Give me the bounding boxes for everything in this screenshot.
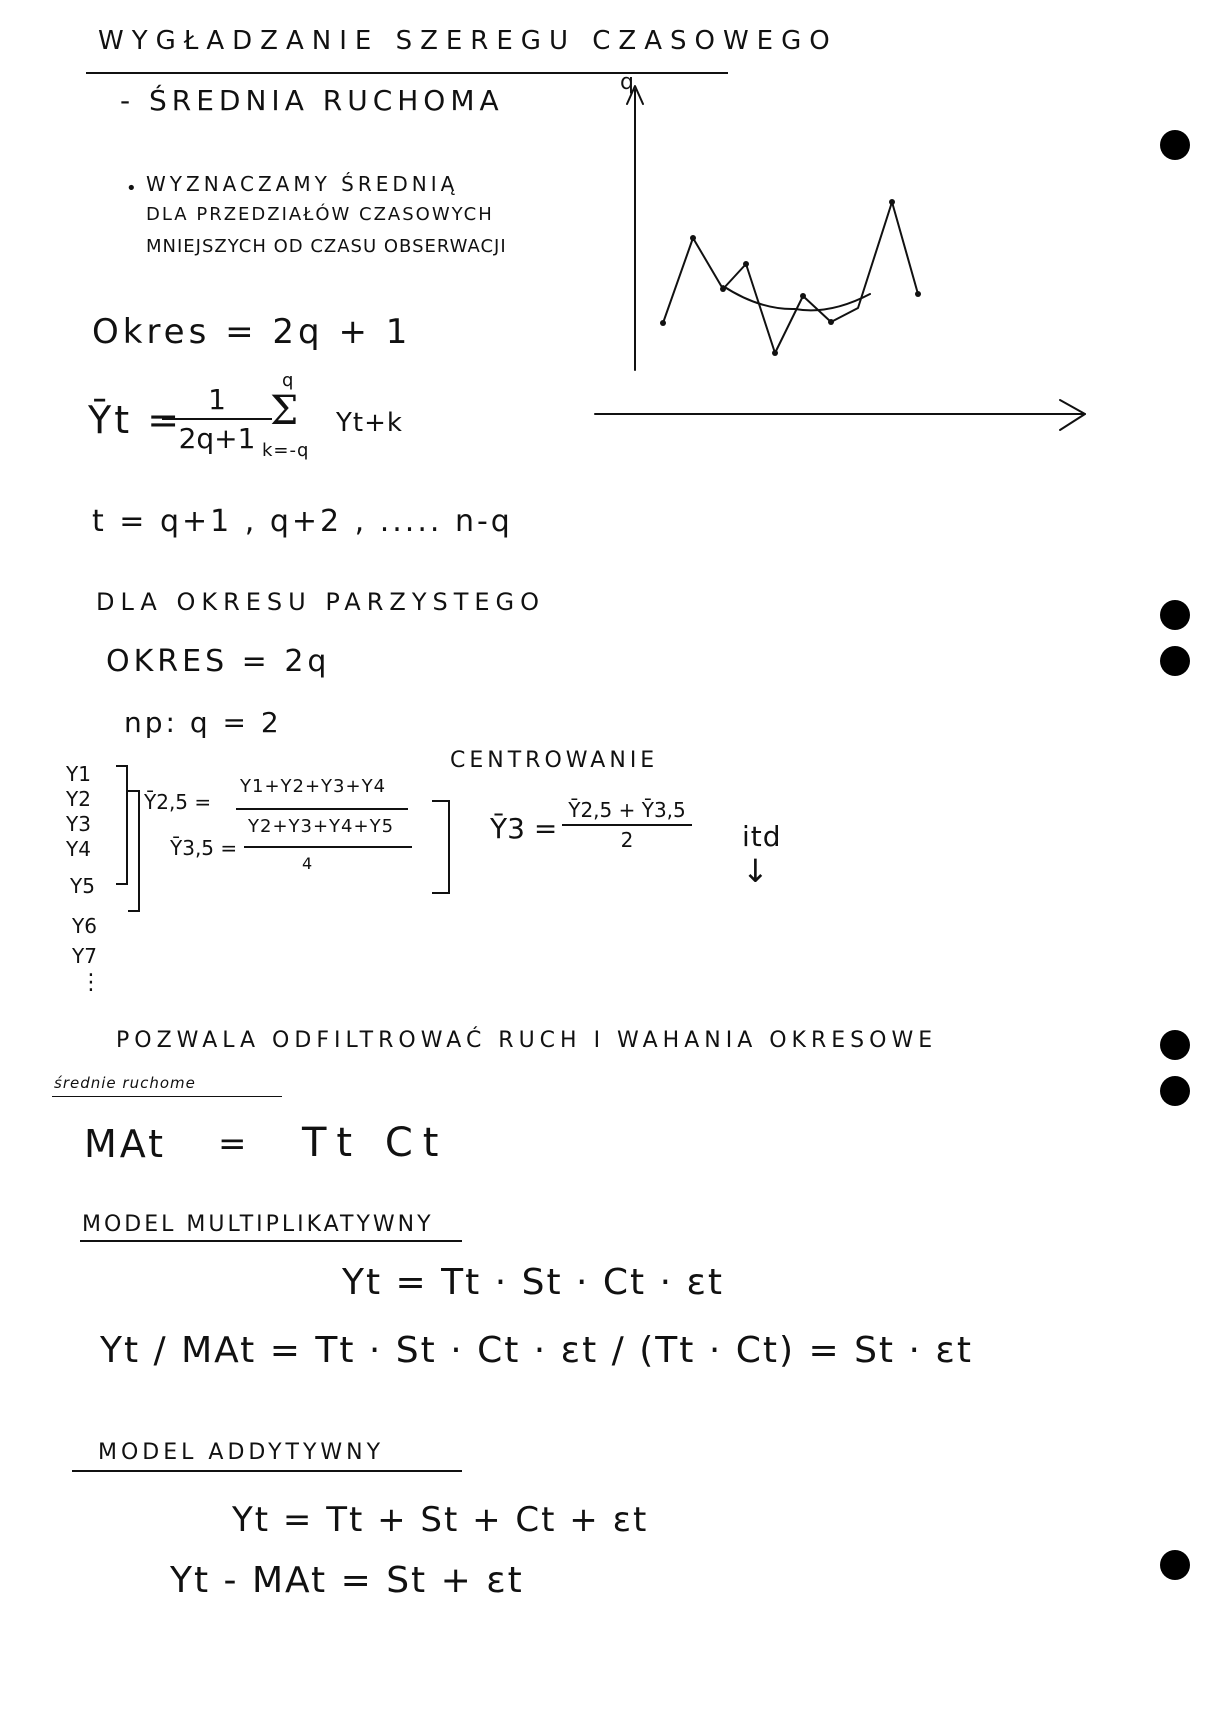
centering-label: CENTROWANIE (450, 748, 659, 773)
additive-eq1: Yt = Tt + St + Ct + εt (232, 1500, 649, 1540)
sum-term: Yt+k (336, 408, 403, 438)
y3-numerator: Ȳ2,5 + Ȳ3,5 (568, 798, 686, 822)
sum-lower-limit: k=-q (262, 440, 310, 461)
bullet-line-1: WYZNACZAMY ŚREDNIĄ (146, 172, 459, 196)
y3-fraction-bar (562, 824, 692, 826)
y3-denominator: 2 (620, 828, 634, 852)
y-list-item: Y4 (66, 837, 91, 861)
group-bracket-1 (116, 765, 128, 885)
multiplicative-heading: MODEL MULTIPLIKATYWNY (82, 1212, 434, 1237)
y-list-item: Y6 (72, 914, 97, 938)
mean-lhs: Ȳt = (88, 398, 183, 442)
sum-sign: Σ (270, 388, 300, 434)
y35-lhs: Ȳ3,5 = (170, 836, 238, 860)
additive-underline (72, 1470, 462, 1472)
even-okres: OKRES = 2q (106, 644, 331, 679)
even-example: np: q = 2 (124, 706, 282, 739)
y-list-ellipsis: ⋮ (80, 970, 105, 995)
multiplicative-eq1: Yt = Tt · St · Ct · εt (342, 1262, 725, 1303)
group-bracket-2 (128, 790, 140, 912)
graph-y-label: q (620, 70, 637, 95)
t-range: t = q+1 , q+2 , ..... n-q (92, 504, 513, 539)
moving-average-sketch (590, 70, 1090, 440)
y-list-item: Y3 (66, 812, 91, 836)
ma-equals: = (218, 1124, 250, 1164)
okres-odd-formula: Okres = 2q + 1 (92, 312, 412, 352)
filter-statement: POZWALA ODFILTROWAĆ RUCH I WAHANIA OKRESOWE (116, 1028, 938, 1053)
bullet-line-2: DLA PRZEDZIAŁÓW CZASOWYCH (146, 204, 494, 225)
y-list-item: Y5 (70, 874, 95, 898)
annotation-underline (52, 1096, 282, 1097)
mean-fraction-bar (162, 418, 272, 420)
y25-fraction-bar (236, 808, 408, 810)
punch-hole (1160, 1030, 1190, 1060)
punch-hole (1160, 1550, 1190, 1580)
y35-denominator: 4 (302, 854, 316, 873)
punch-hole (1160, 646, 1190, 676)
y-list-item: Y7 (72, 944, 97, 968)
original-series-line (663, 202, 918, 353)
itd-arrow: ↓ (742, 852, 772, 890)
bullet-line-3: MNIEJSZYCH OD CZASU OBSERWACJI (146, 236, 507, 257)
punch-hole (1160, 600, 1190, 630)
page-title: WYGŁADZANIE SZEREGU CZASOWEGO (98, 26, 838, 56)
subtitle: - ŚREDNIA RUCHOMA (120, 84, 504, 117)
y-list-item: Y2 (66, 787, 91, 811)
y-list-item: Y1 (66, 762, 91, 786)
mean-denominator: 2q+1 (178, 422, 256, 455)
big-bracket (432, 800, 450, 894)
y3-fraction (562, 798, 692, 852)
y25-numerator: Y1+Y2+Y3+Y4 (240, 776, 387, 797)
y3-lhs: Ȳ3 = (490, 812, 558, 845)
additive-eq2: Yt - MAt = St + εt (170, 1560, 524, 1601)
itd-label: itd (742, 820, 782, 853)
annotation-note: średnie ruchome (54, 1074, 196, 1092)
even-heading: DLA OKRESU PARZYSTEGO (96, 588, 546, 616)
ma-rhs: Tt Ct (302, 1120, 449, 1166)
additive-heading: MODEL ADDYTYWNY (98, 1440, 385, 1465)
y25-lhs: Ȳ2,5 = (144, 790, 212, 814)
bullet-dot: • (126, 178, 140, 199)
punch-hole (1160, 130, 1190, 160)
multiplicative-eq2: Yt / MAt = Tt · St · Ct · εt / (Tt · Ct) = St · εt (100, 1330, 973, 1371)
multiplicative-underline (80, 1240, 462, 1242)
ma-lhs: MAt (84, 1122, 167, 1166)
y35-fraction-bar (244, 846, 412, 848)
y35-numerator: Y2+Y3+Y4+Y5 (248, 816, 395, 837)
mean-fraction (162, 383, 272, 455)
smoothed-series-line (723, 286, 870, 310)
mean-numerator: 1 (208, 383, 226, 416)
sum-upper-limit: q (282, 370, 297, 391)
punch-hole (1160, 1076, 1190, 1106)
